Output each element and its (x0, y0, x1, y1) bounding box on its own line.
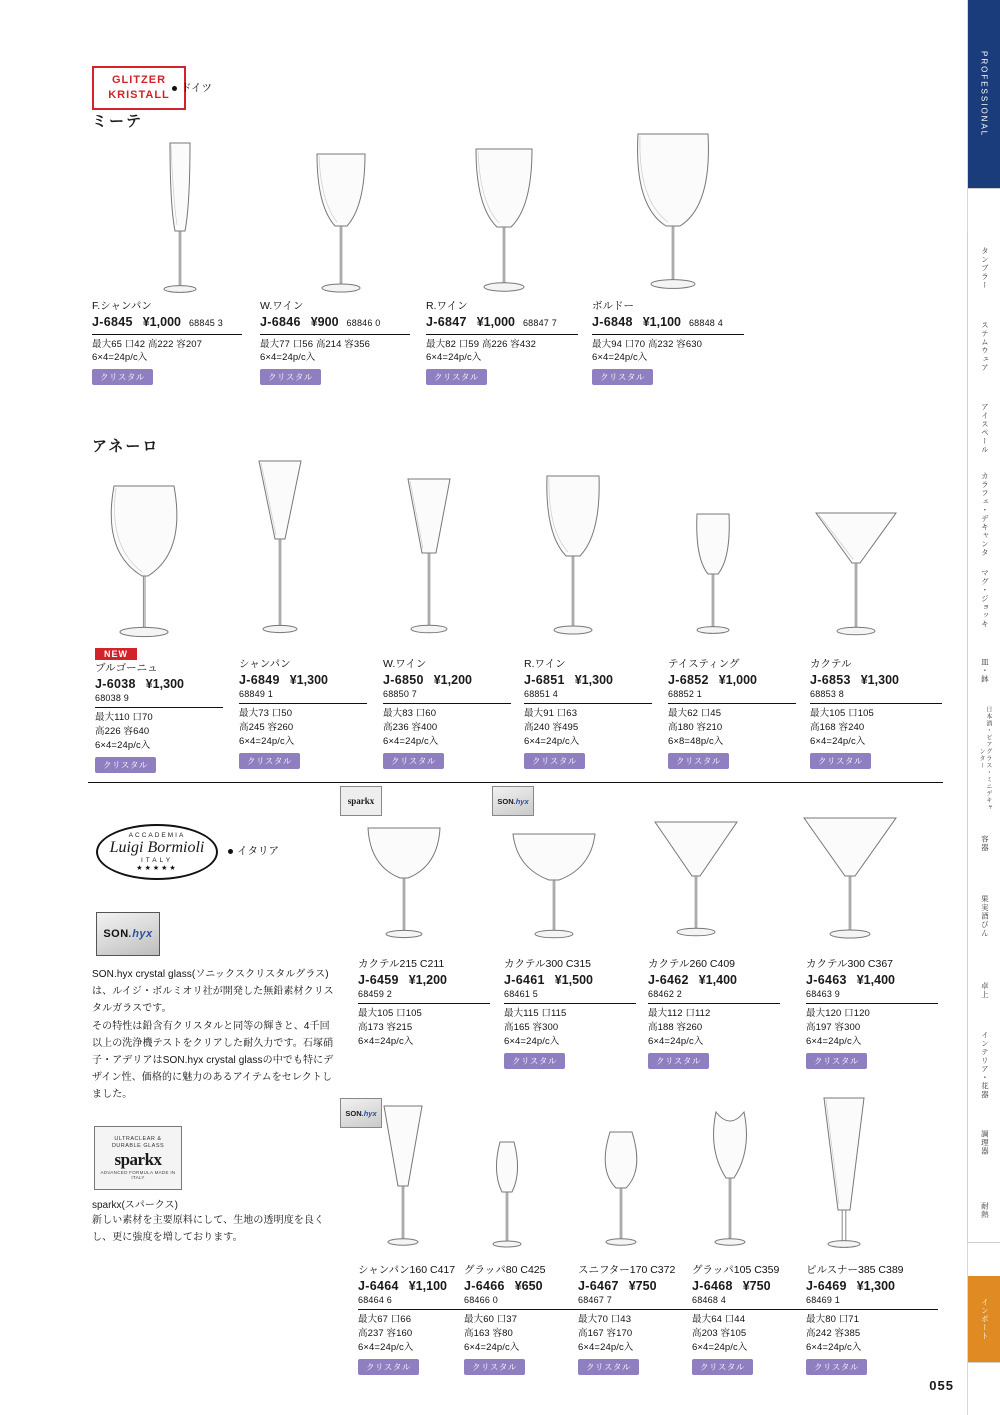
product-spec-1: 最大91 口63 (524, 708, 578, 720)
product-jan: 68853 8 (810, 688, 844, 699)
material-badge: クリスタル (95, 757, 156, 773)
rail-tab-heatproof[interactable]: 耐熱 (967, 1178, 1000, 1243)
divider (806, 1003, 938, 1004)
product-code: J-6462 (648, 972, 689, 987)
material-badge: クリスタル (504, 1053, 565, 1069)
luigi-bormioli-logo (96, 824, 218, 880)
divider (426, 334, 578, 335)
product-spec-2: 6×4=24p/c入 (260, 352, 316, 364)
product-spec-3: 6×4=24p/c入 (578, 1341, 634, 1353)
product-jan: 68038 9 (95, 692, 129, 703)
product-spec-1: 最大73 口50 (239, 708, 293, 720)
product-spec-1: 最大77 口56 高214 容356 (260, 338, 371, 350)
product-jan: 68847 7 (522, 317, 557, 328)
product-price: ¥1,200 (408, 972, 447, 987)
product-j6463[interactable] (806, 958, 938, 1069)
product-price: ¥1,300 (289, 672, 328, 687)
product-code: J-6853 (810, 672, 851, 687)
product-name: シャンパン (239, 658, 291, 670)
material-badge: クリスタル (426, 369, 487, 385)
material-badge: クリスタル (648, 1053, 709, 1069)
product-spec-2: 高165 容300 (504, 1022, 559, 1034)
rail-tab-tabletop[interactable]: 卓上 (967, 958, 1000, 1023)
product-code: J-6469 (806, 1278, 847, 1293)
product-spec-2: 高203 容105 (692, 1328, 747, 1340)
product-j6853[interactable] (810, 658, 942, 769)
product-jan: 68459 2 (358, 988, 392, 999)
material-badge: クリスタル (358, 1359, 419, 1375)
product-name: ブルゴーニュ (95, 662, 158, 674)
product-name: シャンパン160 C417 (358, 1264, 456, 1276)
sonhyx-mini-logo-2: SON.hyx (340, 1098, 382, 1128)
product-price: ¥750 (628, 1278, 657, 1293)
product-spec-3: 6×4=24p/c入 (504, 1035, 560, 1047)
product-price: ¥1,100 (408, 1278, 447, 1293)
sparkx-description: 新しい素材を主要原料にして、生地の透明度を良くし、更に強度を増しております。 (92, 1215, 325, 1244)
product-spec-2: 高173 容215 (358, 1022, 413, 1034)
product-spec-2: 高168 容240 (810, 722, 865, 734)
product-name: W.ワイン (383, 658, 427, 670)
luigi-stars: ★★★★★ (136, 865, 178, 872)
product-code: J-6038 (95, 676, 136, 691)
material-badge: クリスタル (578, 1359, 639, 1375)
product-spec-3: 6×4=24p/c入 (524, 735, 580, 747)
product-jan: 68469 1 (806, 1294, 840, 1305)
material-badge: クリスタル (668, 753, 729, 769)
product-spec-3: 6×4=24p/c入 (810, 735, 866, 747)
product-spec-2: 高240 容495 (524, 722, 579, 734)
sparkx-logo (94, 1126, 182, 1190)
product-spec-1: 最大112 口112 (648, 1008, 711, 1020)
rail-tab-tumbler[interactable]: タンブラー (967, 232, 1000, 305)
product-j6852[interactable] (668, 658, 796, 769)
product-spec-1: 最大82 口59 高226 容432 (426, 338, 537, 350)
divider (592, 334, 744, 335)
divider (239, 703, 367, 704)
product-j6466[interactable] (464, 1264, 582, 1375)
glass-image-j6845 (140, 135, 220, 300)
divider (668, 703, 796, 704)
glass-image-j6849 (245, 455, 315, 650)
glass-image-j6846 (295, 150, 387, 300)
material-badge: クリスタル (810, 753, 871, 769)
product-price: ¥1,300 (856, 1278, 895, 1293)
rail-tab-container[interactable]: 容器 (967, 812, 1000, 875)
sonhyx-label: SON.hyx (103, 928, 153, 940)
product-name: R.ワイン (524, 658, 566, 670)
new-badge: NEW (95, 648, 137, 660)
product-price: ¥1,500 (554, 972, 593, 987)
material-badge: クリスタル (806, 1053, 867, 1069)
product-spec-3: 6×8=48p/c入 (668, 735, 724, 747)
product-jan: 68462 2 (648, 988, 682, 999)
product-spec-3: 6×4=24p/c入 (358, 1341, 414, 1353)
product-name: R.ワイン (426, 300, 468, 312)
product-spec-2: 高237 容160 (358, 1328, 413, 1340)
rail-tab-icepail[interactable]: アイスペール (967, 388, 1000, 469)
product-code: J-6849 (239, 672, 280, 687)
glass-image-j6469 (808, 1092, 880, 1264)
divider (648, 1003, 780, 1004)
material-badge: クリスタル (464, 1359, 525, 1375)
product-jan: 68846 0 (346, 317, 381, 328)
glass-image-j6468 (700, 1108, 760, 1260)
product-j6459[interactable] (358, 958, 490, 1049)
product-name: グラッパ80 C425 (464, 1264, 546, 1276)
product-spec-2: 6×4=24p/c入 (426, 352, 482, 364)
product-name: スニフター170 C372 (578, 1264, 676, 1276)
product-name: カクテル300 C367 (806, 958, 894, 970)
divider (806, 1309, 938, 1310)
glass-image-j6461 (505, 824, 603, 952)
glass-image-j6467 (590, 1128, 654, 1260)
product-code: J-6846 (260, 314, 301, 329)
product-spec-1: 最大115 口115 (504, 1008, 567, 1020)
product-jan: 68849 1 (239, 688, 273, 699)
material-badge: クリスタル (239, 753, 300, 769)
glass-image-j6851 (532, 472, 616, 650)
product-code: J-6463 (806, 972, 847, 987)
product-name: ボルドー (592, 300, 634, 312)
product-name: カクテル215 C211 (358, 958, 445, 970)
product-spec-2: 高236 容400 (383, 722, 438, 734)
product-name: グラッパ105 C359 (692, 1264, 780, 1276)
product-spec-1: 最大80 口71 (806, 1314, 860, 1326)
glass-image-j6847 (455, 145, 553, 300)
divider (692, 1309, 812, 1310)
product-spec-1: 最大60 口37 (464, 1314, 518, 1326)
product-code: J-6851 (524, 672, 565, 687)
product-spec-2: 高242 容385 (806, 1328, 861, 1340)
product-price: ¥1,000 (476, 314, 515, 329)
product-spec-1: 最大120 口120 (806, 1008, 870, 1020)
product-j6851[interactable] (524, 658, 652, 769)
product-spec-1: 最大64 口44 (692, 1314, 746, 1326)
product-spec-3: 6×4=24p/c入 (806, 1035, 862, 1047)
product-code: J-6464 (358, 1278, 399, 1293)
product-name: F.シャンパン (92, 300, 152, 312)
glitzer-country: ドイツ (172, 80, 212, 95)
product-code: J-6847 (426, 314, 467, 329)
product-spec-2: 高226 容640 (95, 726, 150, 738)
page-number: 055 (929, 1378, 954, 1393)
product-price: ¥650 (514, 1278, 543, 1293)
product-spec-1: 最大83 口60 (383, 708, 437, 720)
material-badge: クリスタル (692, 1359, 753, 1375)
product-code: J-6848 (592, 314, 633, 329)
product-name: テイスティング (668, 658, 740, 670)
product-spec-1: 最大62 口45 (668, 708, 722, 720)
rail-tab-fruitwine[interactable]: 果実酒びん (967, 874, 1000, 959)
product-jan: 68467 7 (578, 1294, 612, 1305)
product-spec-1: 最大70 口43 (578, 1314, 632, 1326)
sonhyx-description: SON.hyx crystal glass(ソニックスクリスタルグラス)は、ルイジ・ボルミオリ社が開発した無鉛素材クリスタルガラスです。 その特性は鉛含有クリスタルと同等の輝きと、4千回以上の洗浄機テストをクリアした耐久力です。石塚硝子・アデリアはSON.hyx crystal glassの中でも特にデザイン性、価格的に魅力のあるアイテムをセレクトしました。 (92, 969, 334, 1101)
product-jan: 68852 1 (668, 688, 702, 699)
luigi-country: イタリア (228, 843, 279, 858)
product-spec-1: 最大105 口105 (358, 1008, 422, 1020)
product-price: ¥1,300 (574, 672, 613, 687)
glass-image-j6038 (98, 480, 190, 650)
product-spec-1: 最大65 口42 高222 容207 (92, 338, 203, 350)
product-jan: 68466 0 (464, 1294, 498, 1305)
product-j6467[interactable] (578, 1264, 698, 1375)
divider (383, 703, 511, 704)
product-spec-3: 6×4=24p/c入 (383, 735, 439, 747)
product-spec-3: 6×4=24p/c入 (95, 739, 151, 751)
glass-image-j6852 (678, 510, 748, 650)
product-price: ¥1,400 (698, 972, 737, 987)
sonhyx-mini-logo-1: SON.hyx (492, 786, 534, 816)
product-j6845[interactable] (92, 300, 242, 385)
product-j6462[interactable] (648, 958, 780, 1069)
section-divider (88, 782, 943, 783)
product-spec-2: 高167 容170 (578, 1328, 633, 1340)
sonhyx-logo (96, 912, 160, 956)
divider (524, 703, 652, 704)
product-spec-2: 6×4=24p/c入 (592, 352, 648, 364)
rail-tab-stemware[interactable]: ステムウェア (967, 304, 1000, 389)
divider (464, 1309, 582, 1310)
product-j6464[interactable] (358, 1264, 478, 1375)
material-badge: クリスタル (524, 753, 585, 769)
section-title-anello: アネーロ (92, 438, 160, 455)
product-jan: 68463 9 (806, 988, 840, 999)
glitzer-line1: GLITZER (111, 74, 167, 86)
product-price: ¥1,000 (142, 314, 181, 329)
product-code: J-6459 (358, 972, 399, 987)
product-name: カクテル300 C315 (504, 958, 592, 970)
product-jan: 68850 7 (383, 688, 417, 699)
bullet-icon (172, 86, 177, 91)
divider (92, 334, 242, 335)
product-jan: 68851 4 (524, 688, 558, 699)
product-price: ¥1,200 (433, 672, 472, 687)
divider (578, 1309, 698, 1310)
product-price: ¥1,000 (718, 672, 757, 687)
product-name: カクテル260 C409 (648, 958, 736, 970)
rail-tab-cookware[interactable]: 調理器 (967, 1108, 1000, 1179)
product-name: カクテル (810, 658, 852, 670)
glass-image-j6848 (618, 130, 726, 300)
product-price: ¥1,300 (860, 672, 899, 687)
product-price: ¥900 (310, 314, 339, 329)
divider (504, 1003, 636, 1004)
sparkx-top2: DURABLE GLASS (111, 1143, 165, 1149)
product-price: ¥1,400 (856, 972, 895, 987)
glass-image-j6463 (798, 808, 902, 954)
glass-image-j6459 (358, 820, 450, 952)
product-jan: 68845 3 (188, 317, 223, 328)
product-j6849[interactable] (239, 658, 367, 769)
product-spec-3: 6×4=24p/c入 (239, 735, 295, 747)
product-jan: 68464 6 (358, 1294, 392, 1305)
product-j6850[interactable] (383, 658, 511, 769)
rail-tab-professional[interactable]: PROFESSIONAL (968, 0, 1000, 189)
product-name: ピルスナー385 C389 (806, 1264, 904, 1276)
divider (358, 1003, 490, 1004)
product-spec-1: 最大105 口105 (810, 708, 874, 720)
product-code: J-6466 (464, 1278, 505, 1293)
sparkx-sub: ADVANCED FORMULA MADE IN ITALY (100, 1169, 176, 1180)
product-spec-2: 高245 容260 (239, 722, 294, 734)
product-spec-2: 高197 容300 (806, 1022, 861, 1034)
side-tab-rail (967, 0, 1000, 1415)
product-spec-2: 6×4=24p/c入 (92, 352, 148, 364)
material-badge: クリスタル (592, 369, 653, 385)
product-code: J-6845 (92, 314, 133, 329)
rail-tab-import[interactable]: インポート (968, 1276, 1000, 1363)
rail-tab-interior[interactable]: インテリア・花器 (967, 1022, 1000, 1109)
product-j6469[interactable] (806, 1264, 938, 1375)
product-price: ¥1,100 (642, 314, 681, 329)
product-spec-2: 高180 容210 (668, 722, 723, 734)
product-j6468[interactable] (692, 1264, 812, 1375)
sparkx-name: sparkx (114, 1149, 162, 1169)
material-badge: クリスタル (806, 1359, 867, 1375)
product-name: W.ワイン (260, 300, 304, 312)
product-spec-1: 最大94 口70 高232 容630 (592, 338, 703, 350)
product-code: J-6850 (383, 672, 424, 687)
luigi-accademia: ACCADEMIA (128, 832, 186, 839)
product-spec-2: 高163 容80 (464, 1328, 513, 1340)
material-badge: クリスタル (260, 369, 321, 385)
product-j6038[interactable] (95, 644, 223, 773)
product-code: J-6468 (692, 1278, 733, 1293)
product-price: ¥750 (742, 1278, 771, 1293)
product-spec-2: 高188 容260 (648, 1022, 703, 1034)
material-badge: クリスタル (92, 369, 153, 385)
glitzer-line2: KRISTALL (108, 88, 170, 101)
product-code: J-6467 (578, 1278, 619, 1293)
divider (95, 707, 223, 708)
section-title-miete: ミーテ (92, 113, 144, 130)
product-code: J-6852 (668, 672, 709, 687)
glass-image-j6462 (648, 812, 744, 952)
luigi-name: Luigi Bormioli (109, 839, 205, 856)
product-jan: 68468 4 (692, 1294, 726, 1305)
product-jan: 68461 5 (504, 988, 538, 999)
product-j6848[interactable] (592, 300, 744, 385)
product-spec-3: 6×4=24p/c入 (692, 1341, 748, 1353)
product-code: J-6461 (504, 972, 545, 987)
product-price: ¥1,300 (145, 676, 184, 691)
product-spec-1: 最大110 口70 (95, 712, 153, 724)
glass-image-j6466 (480, 1138, 538, 1260)
divider (358, 1309, 478, 1310)
sparkx-top1: ULTRACLEAR & (114, 1136, 162, 1143)
divider (260, 334, 410, 335)
rail-tab-mug[interactable]: マグ・ジョッキ (967, 560, 1000, 639)
product-spec-3: 6×4=24p/c入 (464, 1341, 520, 1353)
glass-image-j6464 (370, 1100, 436, 1260)
product-jan: 68848 4 (688, 317, 723, 328)
glass-image-j6853 (808, 505, 904, 650)
product-j6461[interactable] (504, 958, 636, 1069)
product-spec-3: 6×4=24p/c入 (806, 1341, 862, 1353)
sparkx-caption: sparkx(スパークス) (92, 1200, 179, 1211)
divider (810, 703, 942, 704)
product-spec-1: 最大67 口66 (358, 1314, 412, 1326)
sparkx-mini-logo: sparkx (340, 786, 382, 816)
product-spec-3: 6×4=24p/c入 (648, 1035, 704, 1047)
rail-tab-sake[interactable]: 日本酒・ビアグラス・ミニデキャンター (967, 704, 1000, 813)
product-j6847[interactable] (426, 300, 578, 385)
rail-tab-plate[interactable]: 皿・鉢 (967, 638, 1000, 705)
product-spec-3: 6×4=24p/c入 (358, 1035, 414, 1047)
luigi-italy: ITALY (140, 857, 174, 864)
glass-image-j6850 (392, 475, 470, 650)
product-j6846[interactable] (260, 300, 410, 385)
bullet-icon (228, 849, 233, 854)
rail-tab-carafe[interactable]: カラフェ・デキャンタ (967, 468, 1000, 561)
material-badge: クリスタル (383, 753, 444, 769)
